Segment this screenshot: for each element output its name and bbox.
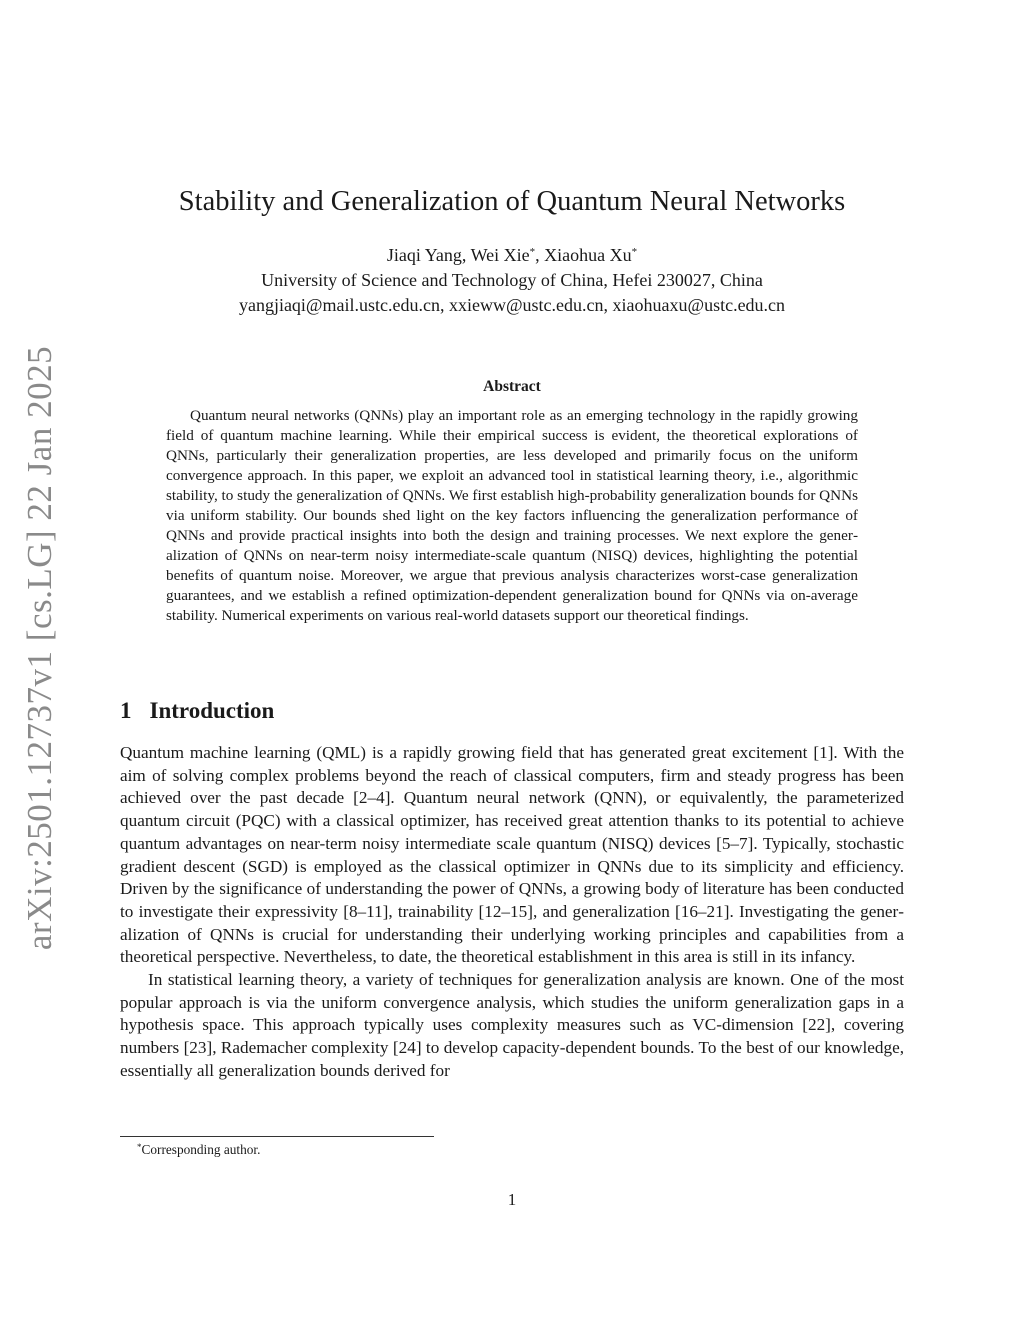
section-heading — [120, 697, 274, 725]
arxiv-identifier: arXiv:2501.12737v1 [cs.LG] 22 Jan 2025 — [20, 345, 59, 951]
intro-paragraph-2: In statistical learning theory, a variety of techniques for generalization analysis are known. One of the most popular approach is via the uniform convergence analysis, which studies the uniform generalization gaps in a hypothesis space. This approach typically uses complexity measures such as VC-dimension [22], covering numbers [23], Rademacher complexity [24] to develop capacity-dependent bounds. To the best of our knowledge, essentially all generalization bounds derived for — [120, 970, 904, 1080]
author-names-last: , Xiaohua Xu — [535, 245, 632, 265]
author-mark-1: * — [529, 246, 536, 258]
introduction-body — [120, 742, 904, 1083]
author-names-first: Jiaqi Yang, Wei Xie — [386, 245, 530, 265]
page-number: 1 — [507, 1190, 517, 1209]
intro-paragraph-1: Quantum machine learning (QML) is a rapidly growing field that has generated great excitement [1]. With the aim of solving complex problems beyond the reach of classical computers, firm and steady progress has been achieved over the past decade [2–4]. Quantum neural network (QNN), or equivalently, the parameterized quantum circuit (PQC) with a classical optimizer, has received great attention thanks to its potential to achieve quantum advantages on near-term noisy intermediate scale quantum (NISQ) devices [5–7]. Typically, stochastic gradient descent (SGD) is employed as the classical optimizer in QNNs due to its simplicity and efficiency. Driven by the significance of understanding the power of QNNs, a growing body of literature has been conducted to investigate their expressivity [8–11], trainability [12–15], and generalization [16–21]. Investigating the generalization of QNNs is crucial for understanding their underlying working principles and capabilities from a theoretical perspective. Nevertheless, to date, the theoretical establishment in this area is still in its infancy. — [120, 743, 904, 967]
footnote — [137, 1141, 260, 1158]
footnote-divider — [120, 1136, 434, 1137]
footnote-mark: * — [137, 1142, 142, 1152]
abstract-heading: Abstract — [483, 378, 541, 395]
abstract-text: Quantum neural networks (QNNs) play an important role as an emerging technology in the rapidly growing field of quantum machine learning. While their empirical success is evident, the theoretical explorations of QNNs, particularly their generalization properties, are less developed and primarily focus on the uniform convergence approach. In this paper, we exploit an advanced tool in statistical learning theory, i.e., algorithmic stability, to study the generalization of QNNs. We first establish high-probability generalization bounds for QNNs via uniform stability. Our bounds shed light on the key factors influencing the generalization performance of QNNs and provide practical insights into both the design and training processes. We next explore the generalization of QNNs on near-term noisy intermediate-scale quantum (NISQ) devices, highlighting the potential benefits of quantum noise. Moreover, we argue that previous analysis characterizes worst-case generalization guarantees, and we establish a refined optimization-dependent generalization bound for QNNs via on-average stability. Numerical experiments on various real-world datasets support our theoretical findings. — [166, 407, 858, 624]
section-title: Introduction — [149, 698, 275, 723]
paper-title: Stability and Generalization of Quantum Neural Networks — [178, 186, 846, 217]
author-mark-2: * — [631, 246, 638, 258]
author-block — [0, 243, 1024, 318]
author-affiliation: University of Science and Technology of China, Hefei 230027, China — [261, 270, 763, 290]
author-emails: yangjiaqi@mail.ustc.edu.cn, xxieww@ustc.edu.cn, xiaohuaxu@ustc.edu.cn — [238, 295, 786, 315]
footnote-text: Corresponding author. — [141, 1142, 261, 1157]
author-names — [0, 243, 1024, 268]
section-number: 1 — [120, 698, 132, 723]
